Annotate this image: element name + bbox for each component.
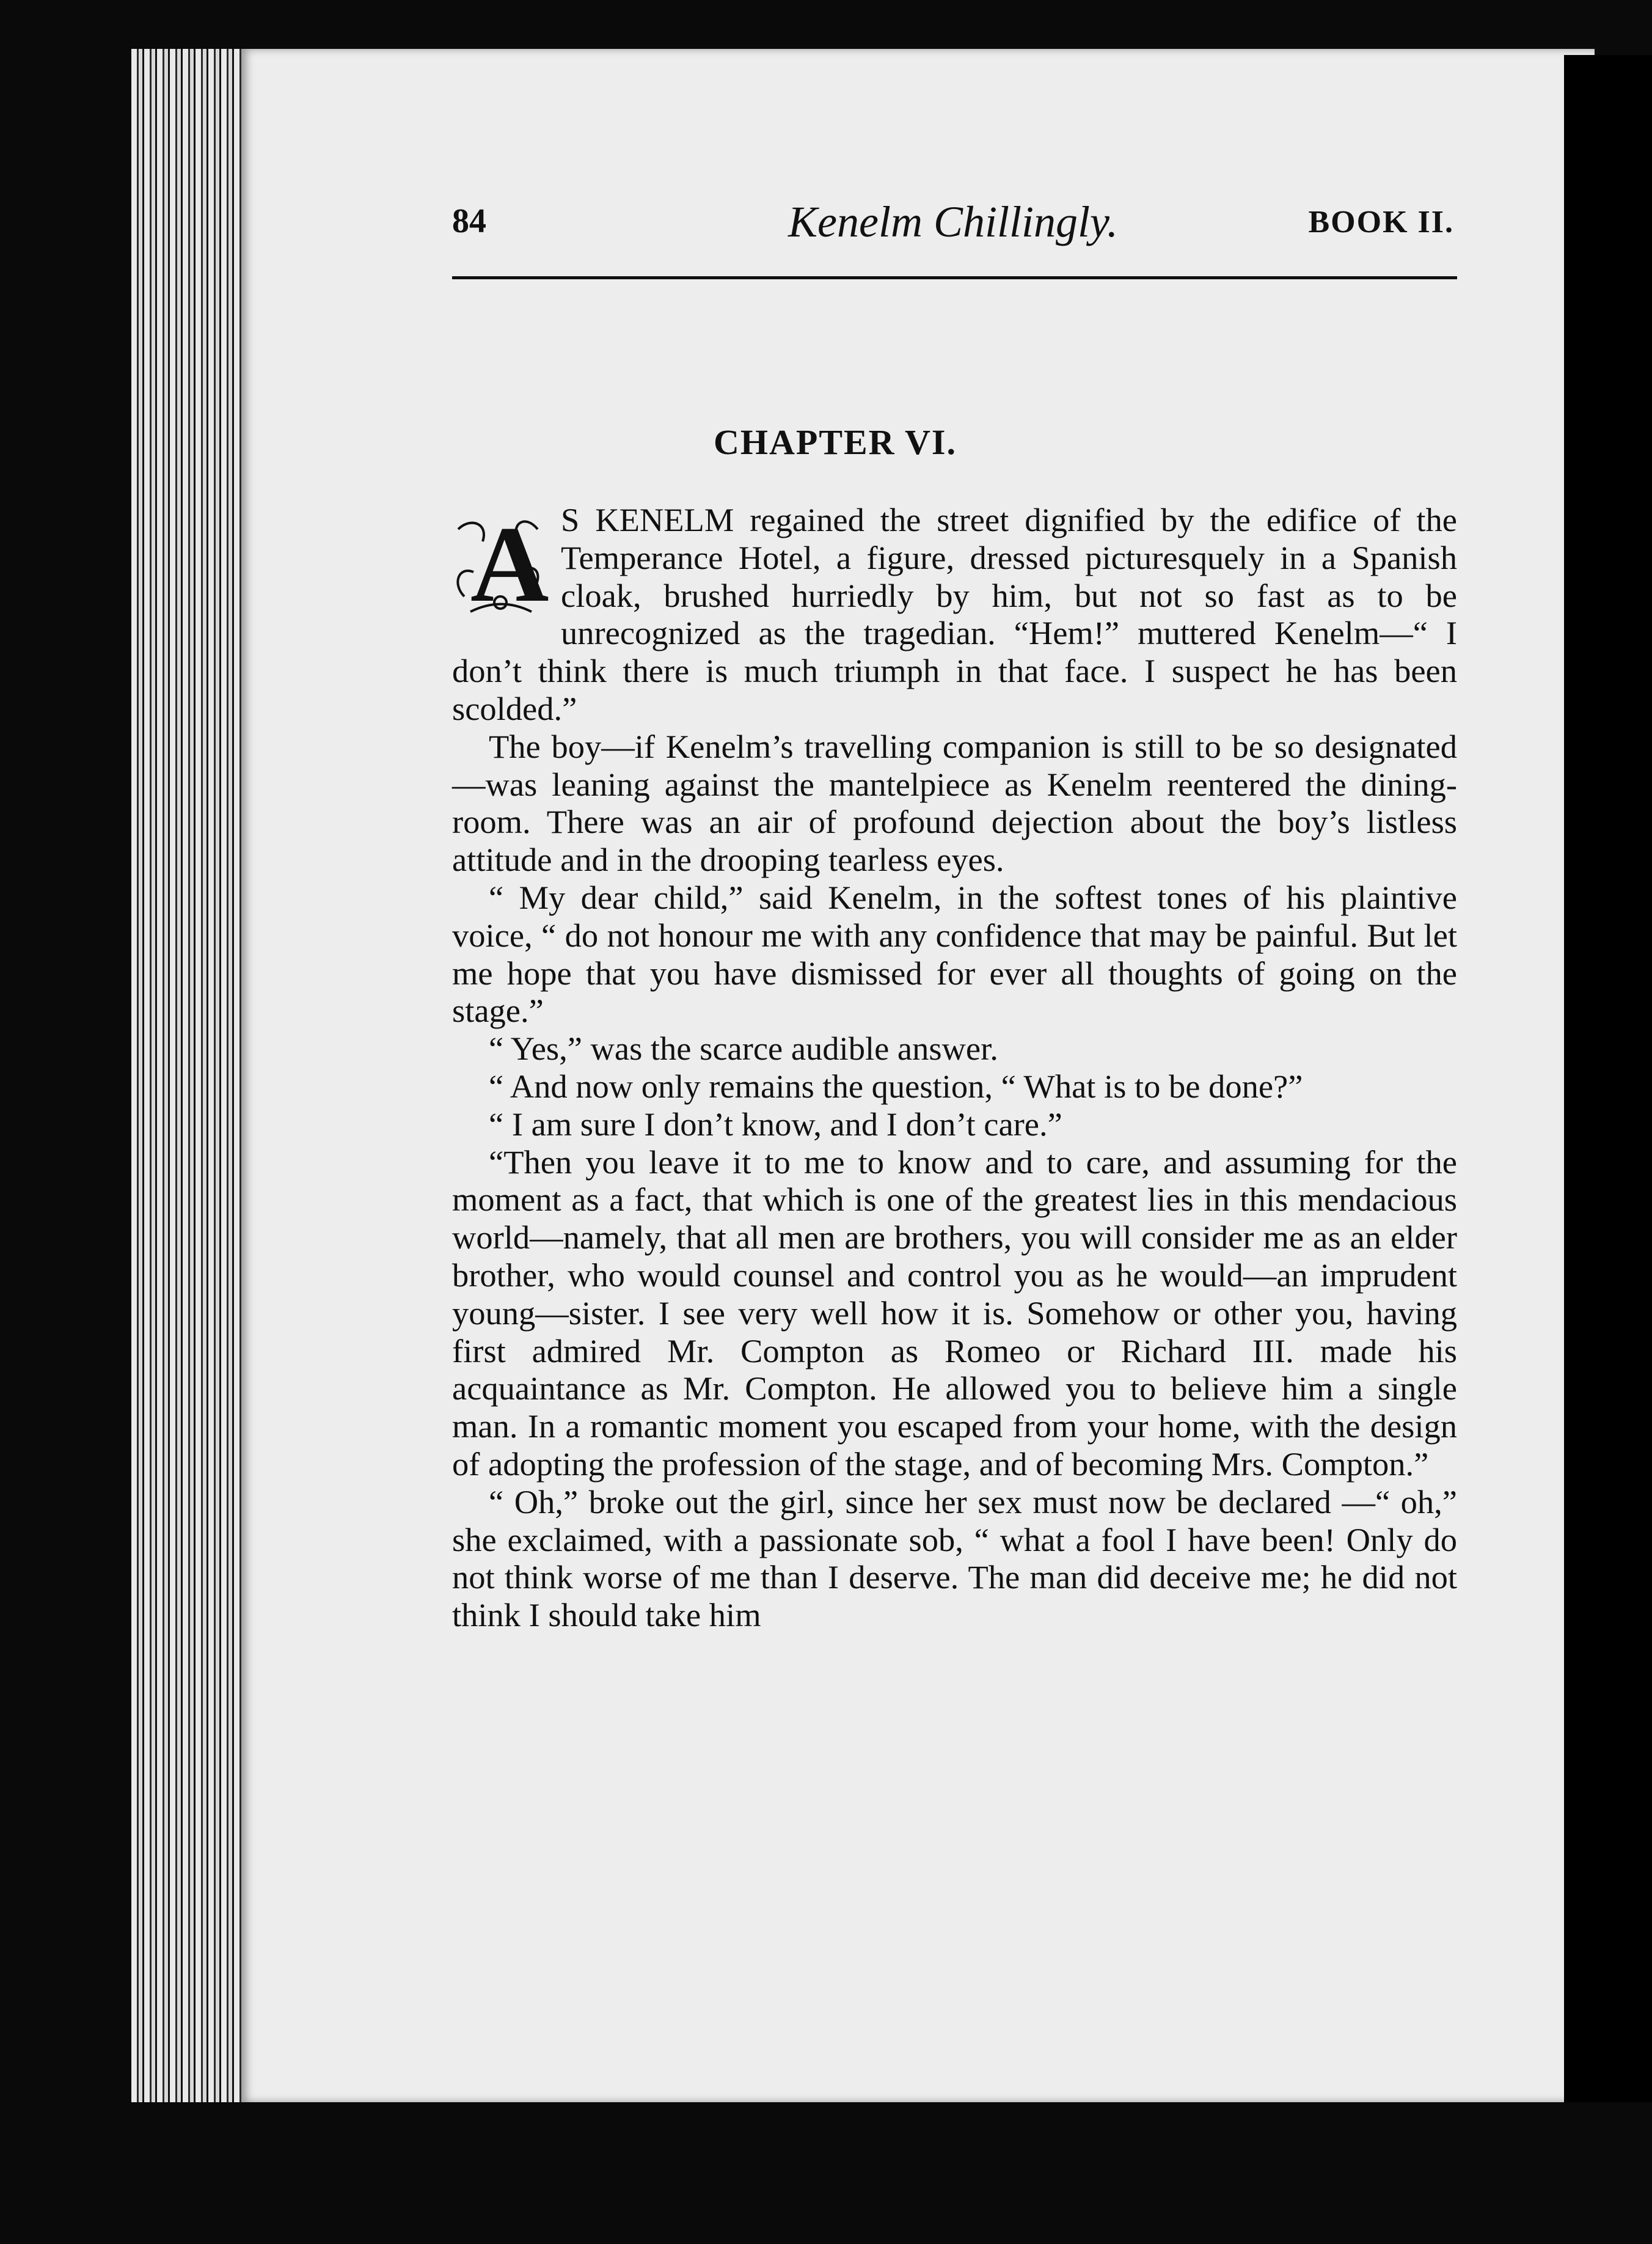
page-number: 84 [452, 202, 486, 240]
chapter-title: CHAPTER VI. [714, 422, 957, 462]
paragraph-1 [452, 501, 1457, 728]
paragraph-8: “ Oh,” broke out the girl, since her sex must now be declared —“ oh,” she exclaimed, with a passionate sob, “ what a fool I have been! Only do not think worse of me than I deserve. The man did deceive me; he did not think I should take him [452, 1483, 1457, 1634]
paragraph-3: “ My dear child,” said Kenelm, in the softest tones of his plaintive voice, “ do not honour me with any confidence that may be painful. But let me hope that you have dismissed for ever all thoughts of going on the stage.” [452, 878, 1457, 1030]
drop-cap [452, 504, 549, 625]
paragraph-4: “ Yes,” was the scarce audible answer. [489, 1030, 998, 1068]
paragraph-6: “ I am sure I don’t know, and I don’t care.” [489, 1105, 1062, 1143]
paragraph-5: “ And now only remains the question, “ What is to be done?” [489, 1067, 1303, 1105]
running-title: Kenelm Chillingly. [788, 197, 1118, 246]
header-rule [452, 276, 1457, 279]
book-label: BOOK II. [1308, 205, 1454, 240]
paragraph-2: The boy—if Kenelm’s travelling companion is still to be so designated—was leaning against the mantelpiece as Kenelm reentered the dining-room. There was an air of profound dejection about the boy’s listless attitude and in the drooping tearless eyes. [452, 727, 1457, 879]
running-head [452, 197, 1454, 257]
paragraph-text: S KENELM regained the street dignified by the edifice of the Temperance Hotel, a figure, dressed picturesquely in a Spanish cloak, brushed hurriedly by him, but not so fast as to be unrecognized as the tragedian. “Hem!” muttered Kenelm—“ I don’t think there is much triumph in that face. I suspect he has been scolded.” [452, 501, 1457, 727]
paragraph-7: “Then you leave it to me to know and to care, and assuming for the moment as a fact, that which is one of the greatest lies in this mendacious world—namely, that all men are brothers, you will consider me as an elder brother, who would counsel and control you as he would—an imprudent young—sister. I see very well how it is. Somehow or other you, having first admired Mr. Compton as Romeo or Richard III. made his acquaintance as Mr. Compton. He allowed you to believe him a single man. In a romantic moment you escaped from your home, with the design of adopting the profession of the stage, and of becoming Mrs. Compton.” [452, 1143, 1457, 1483]
body-text [452, 501, 1457, 1833]
gutter-shadow [1564, 55, 1652, 2102]
drop-cap-letter: A [470, 504, 549, 625]
